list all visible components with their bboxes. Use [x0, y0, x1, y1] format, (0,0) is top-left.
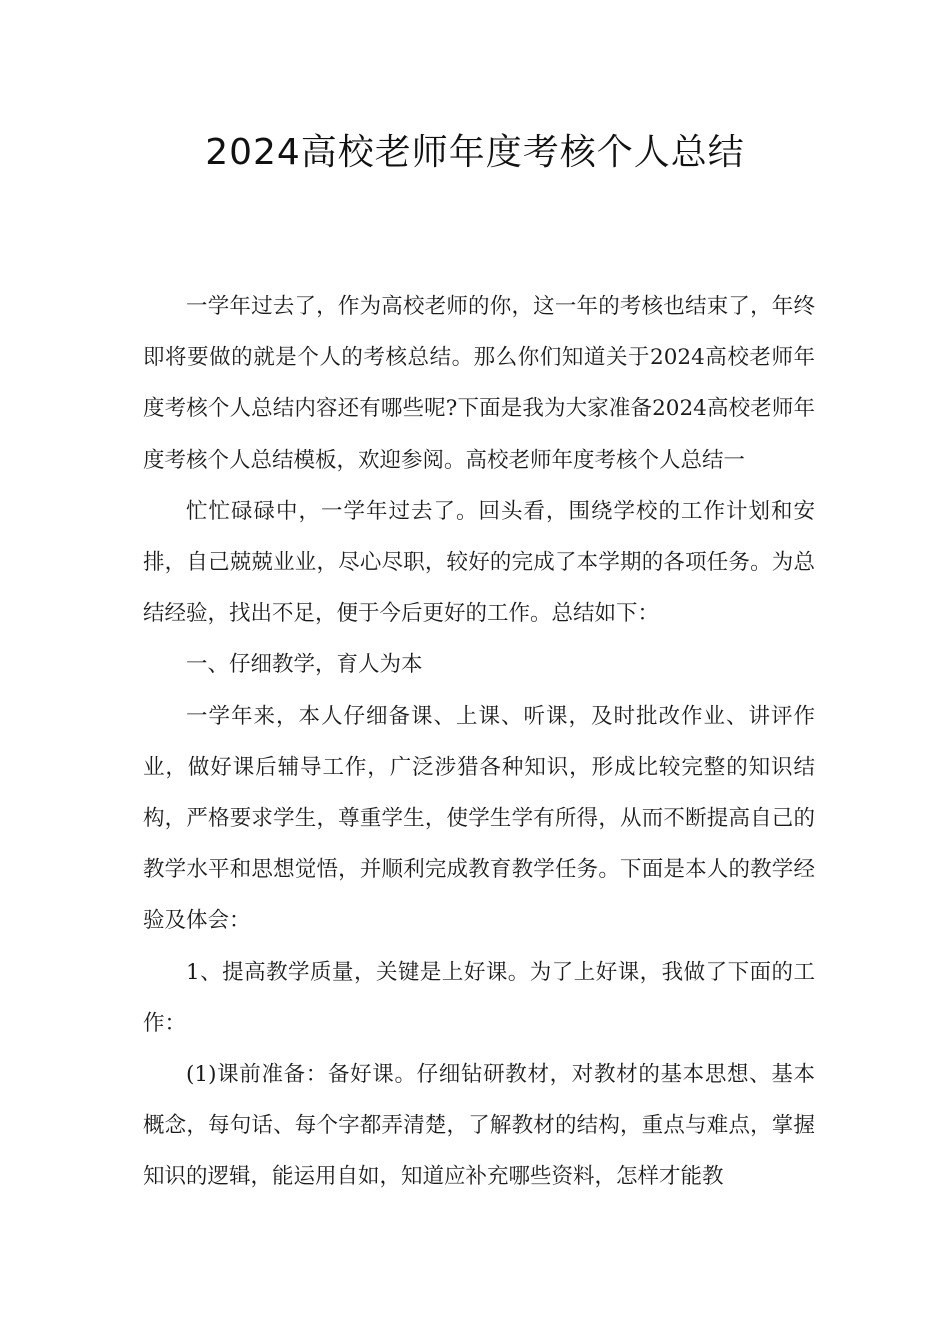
paragraph: 一学年来，本人仔细备课、上课、听课，及时批改作业、讲评作业，做好课后辅导工作，广泛涉猎各种知识，形成比较完整的知识结构，严格要求学生，尊重学生，使学生学有所得，从而不断提高自己的教学水平和思想觉悟，并顺利完成教育教学任务。下面是本人的教学经验及体会：	[143, 703, 815, 934]
paragraph: 1、提高教学质量，关键是上好课。为了上好课，我做了下面的工作：	[143, 959, 815, 1036]
paragraph: 忙忙碌碌中，一学年过去了。回头看，围绕学校的工作计划和安排，自己兢兢业业，尽心尽职，较好的完成了本学期的各项任务。为总结经验，找出不足，便于今后更好的工作。总结如下：	[143, 498, 815, 627]
paragraph: (1)课前准备：备好课。仔细钻研教材，对教材的基本思想、基本概念，每句话、每个字都弄清楚，了解教材的结构，重点与难点，掌握知识的逻辑，能运用自如，知道应补充哪些资料，怎样才能教	[143, 1062, 815, 1190]
paragraph: 一学年过去了，作为高校老师的你，这一年的考核也结束了，年终即将要做的就是个人的考核总结。那么你们知道关于2024高校老师年度考核个人总结内容还有哪些呢?下面是我为大家准备2024高校老师年度考核个人总结模板，欢迎参阅。高校老师年度考核个人总结一	[143, 294, 815, 473]
document-title: 2024高校老师年度考核个人总结	[205, 132, 745, 173]
section-heading: 一、仔细教学，育人为本	[186, 652, 423, 678]
document-body	[143, 281, 815, 1203]
